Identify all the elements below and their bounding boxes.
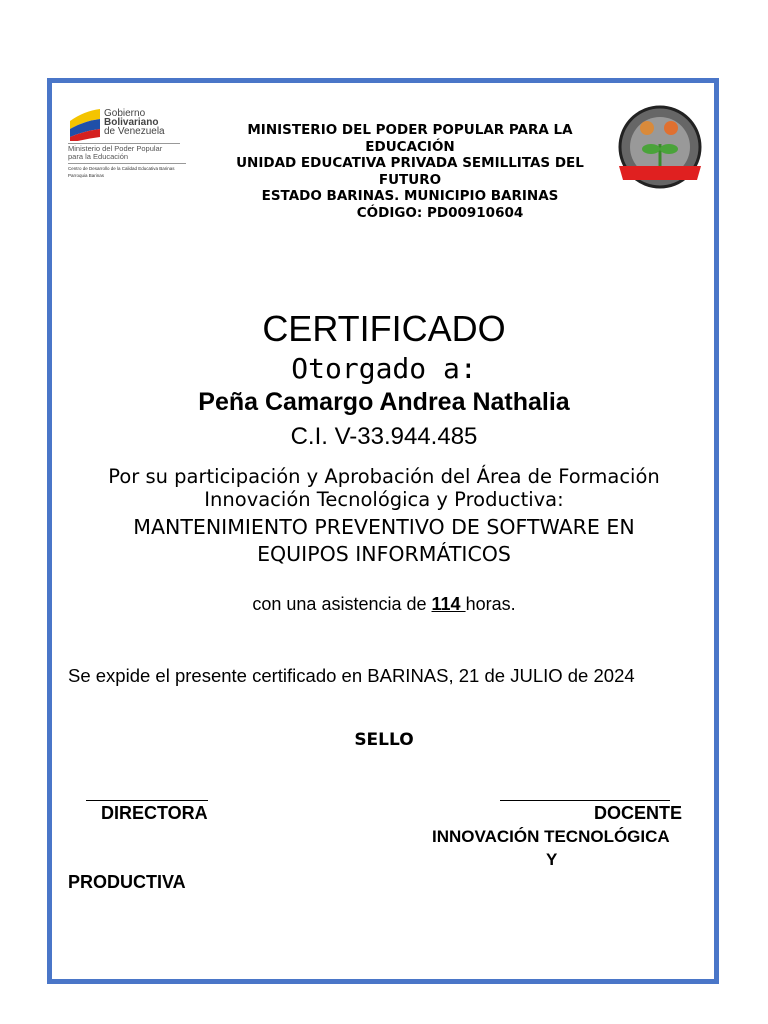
school-logo <box>617 104 703 190</box>
director-label: DIRECTORA <box>101 803 208 823</box>
teacher-area: INNOVACIÓN TECNOLÓGICA <box>432 827 670 846</box>
logo-text: Gobierno <box>104 108 146 119</box>
reason-line: Innovación Tecnológica y Productiva: <box>204 488 564 511</box>
logo-text: Bolivariano <box>104 117 159 128</box>
header-line: MINISTERIO DEL PODER POPULAR PARA LA <box>247 122 573 138</box>
teacher-signature-line <box>500 800 670 801</box>
header-code: CÓDIGO: PD00910604 <box>356 204 524 221</box>
venezuela-flag-icon <box>68 107 102 141</box>
participation-text <box>0 465 768 511</box>
seal-label: SELLO <box>354 730 414 750</box>
reason-line: Por su participación y Aprobación del Área de Formación <box>108 465 660 488</box>
institution-header <box>225 122 595 221</box>
attendance-text <box>0 594 768 615</box>
granted-to-label: Otorgado a: <box>291 352 477 385</box>
attendance-suffix: horas. <box>465 594 516 614</box>
recipient-name: Peña Camargo Andrea Nathalia <box>198 388 570 416</box>
course-line: EQUIPOS INFORMÁTICOS <box>257 542 511 566</box>
header-line: ESTADO BARINAS. MUNICIPIO BARINAS <box>261 188 559 204</box>
logo-text: Parroquia Barinas <box>68 173 105 178</box>
recipient-id: C.I. V-33.944.485 <box>290 423 478 450</box>
government-logo <box>68 105 188 185</box>
attendance-prefix: con una asistencia de <box>252 594 432 614</box>
header-line: UNIDAD EDUCATIVA PRIVADA SEMILLITAS DEL <box>236 155 584 171</box>
issue-statement: Se expide el presente certificado en BARINAS, 21 de JULIO de 2024 <box>68 665 635 686</box>
logo-text: para la Educación <box>68 152 129 161</box>
course-name <box>0 514 768 568</box>
certificate-title: CERTIFICADO <box>262 308 506 349</box>
course-line: MANTENIMIENTO PREVENTIVO DE SOFTWARE EN <box>133 515 635 539</box>
logo-text: de Venezuela <box>104 126 165 137</box>
attendance-hours: 114 <box>431 594 466 614</box>
header-line: FUTURO <box>378 171 442 188</box>
logo-text: Ministerio del Poder Popular <box>68 144 163 153</box>
logo-text: Centro de Desarrollo de la Calidad Educativa Barinas <box>68 166 175 171</box>
teacher-area-y: Y <box>546 850 558 869</box>
header-line: EDUCACIÓN <box>365 138 455 155</box>
productive-label: PRODUCTIVA <box>68 872 186 892</box>
director-signature-line <box>86 800 208 801</box>
teacher-label: DOCENTE <box>594 803 683 823</box>
